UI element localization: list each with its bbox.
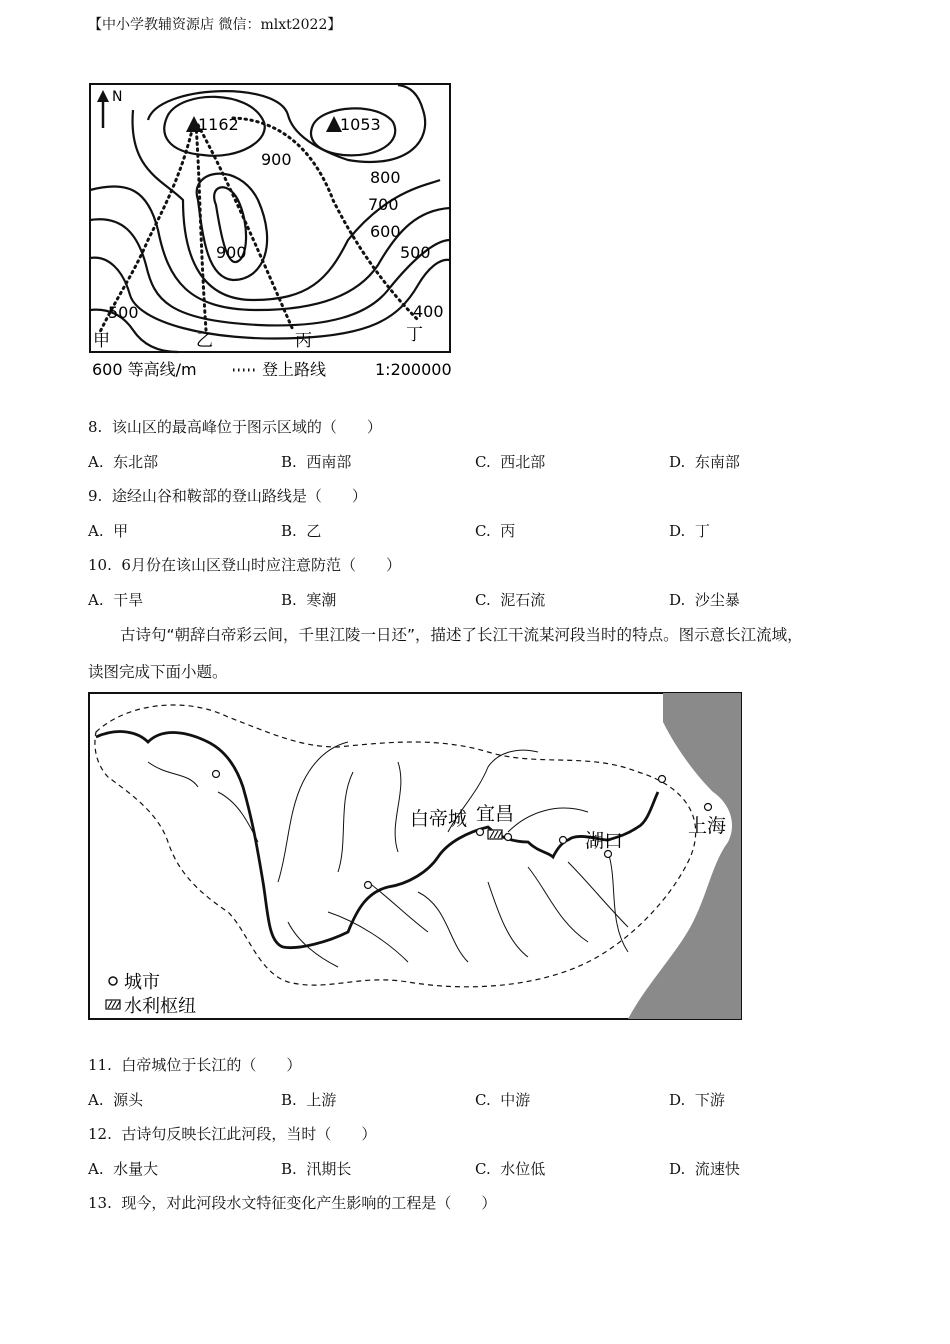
q8-option-a[interactable]: A. 东北部 <box>88 453 159 471</box>
route-yi: 乙 <box>196 331 213 351</box>
q12-option-c[interactable]: C. 水位低 <box>475 1160 546 1178</box>
q12-option-b[interactable]: B. 汛期长 <box>281 1160 352 1178</box>
q9-option-b[interactable]: B. 乙 <box>281 522 322 540</box>
q11-option-b[interactable]: B. 上游 <box>281 1091 337 1109</box>
svg-text:900: 900 <box>261 150 292 169</box>
question-11: 11. 白帝城位于长江的（ ） <box>88 1056 302 1074</box>
north-label: N <box>112 89 123 105</box>
city-marker-4 <box>659 776 666 783</box>
page-header: 【中小学教辅资源店 微信：mlxt2022】 <box>88 17 342 33</box>
q9-option-c[interactable]: C. 丙 <box>475 522 516 540</box>
city-marker-1 <box>213 771 220 778</box>
svg-text:500: 500 <box>400 243 431 262</box>
yangtze-basin-map <box>88 692 744 1022</box>
svg-text:500: 500 <box>108 303 139 322</box>
question-9: 9. 途经山谷和鞍部的登山路线是（ ） <box>88 487 367 505</box>
q12-option-d[interactable]: D. 流速快 <box>669 1160 740 1178</box>
passage-line-2: 读图完成下面小题。 <box>88 663 228 681</box>
legend-route: 登上路线 <box>262 360 327 379</box>
label-shanghai: 上海 <box>688 815 727 837</box>
city-marker-yichang <box>505 834 512 841</box>
svg-text:400: 400 <box>413 302 444 321</box>
q12-option-a[interactable]: A. 水量大 <box>88 1160 159 1178</box>
q8-option-c[interactable]: C. 西北部 <box>475 453 546 471</box>
question-13: 13. 现今，对此河段水文特征变化产生影响的工程是（ ） <box>88 1194 497 1212</box>
q9-option-a[interactable]: A. 甲 <box>88 522 129 540</box>
peak-1162: 1162 <box>198 115 239 134</box>
peak-1053: 1053 <box>340 115 381 134</box>
city-marker-baidicheng <box>477 829 484 836</box>
q10-option-d[interactable]: D. 沙尘暴 <box>669 591 740 609</box>
q11-option-a[interactable]: A. 源头 <box>88 1091 144 1109</box>
q8-option-d[interactable]: D. 东南部 <box>669 453 740 471</box>
svg-text:800: 800 <box>370 168 401 187</box>
map-scale: 1:200000 <box>375 360 452 379</box>
question-12: 12. 古诗句反映长江此河段，当时（ ） <box>88 1125 377 1143</box>
dam-marker <box>488 830 502 839</box>
route-bing: 丙 <box>295 331 312 351</box>
passage-line-1: 古诗句“朝辞白帝彩云间，千里江陵一日还”，描述了长江干流某河段当时的特点。图示意长江流域， <box>120 626 803 644</box>
q10-option-c[interactable]: C. 泥石流 <box>475 591 546 609</box>
q10-option-b[interactable]: B. 寒潮 <box>281 591 337 609</box>
route-ding: 丁 <box>406 325 423 345</box>
q8-option-b[interactable]: B. 西南部 <box>281 453 352 471</box>
svg-text:600: 600 <box>370 222 401 241</box>
q10-option-a[interactable]: A. 干旱 <box>88 591 144 609</box>
svg-text:700: 700 <box>368 195 399 214</box>
route-jia: 甲 <box>93 331 110 351</box>
question-10: 10. 6月份在该山区登山时应注意防范（ ） <box>88 556 401 574</box>
city-marker-2 <box>365 882 372 889</box>
question-8: 8. 该山区的最高峰位于图示区域的（ ） <box>88 418 382 436</box>
contour-map <box>88 80 460 385</box>
city-marker-3 <box>560 837 567 844</box>
svg-text:900: 900 <box>216 243 247 262</box>
label-hukou: 湖口 <box>585 830 624 852</box>
q11-option-d[interactable]: D. 下游 <box>669 1091 725 1109</box>
label-baidicheng: 白帝城 <box>410 808 468 830</box>
q9-option-d[interactable]: D. 丁 <box>669 522 710 540</box>
city-marker-shanghai <box>705 804 712 811</box>
legend-contour: 600 等高线/m <box>92 360 197 379</box>
q11-option-c[interactable]: C. 中游 <box>475 1091 531 1109</box>
legend-dam: 水利枢纽 <box>124 996 196 1017</box>
label-yichang: 宜昌 <box>476 803 515 825</box>
legend-city: 城市 <box>124 972 160 993</box>
